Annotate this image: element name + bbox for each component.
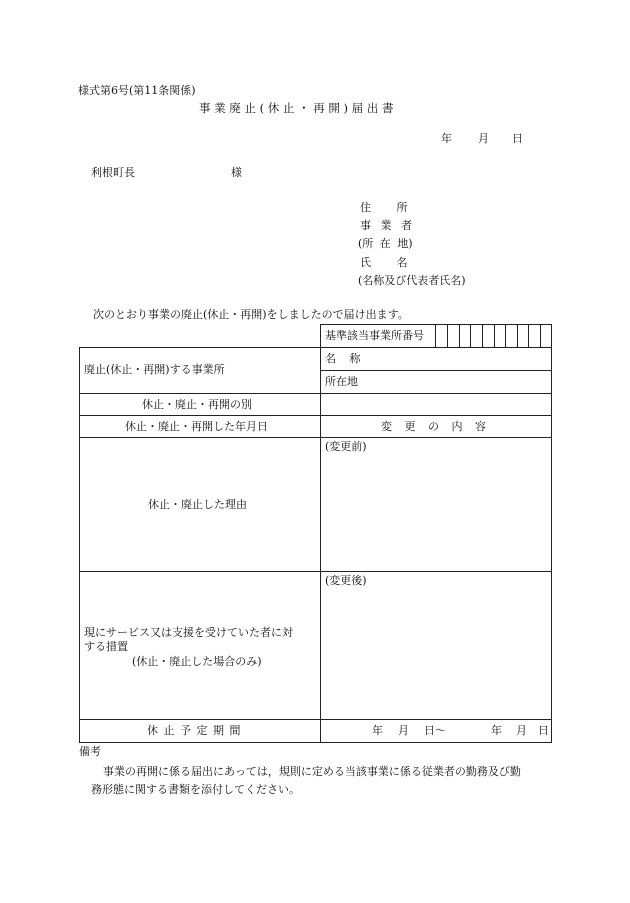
changes-label: 変 更 の 内 容 [381,420,486,433]
notes-heading: 備考 [79,745,101,758]
measures-label-line1: 現にサービス又は支援を受けていた者に対 [84,626,293,639]
measures-label-line2: する措置 [84,640,128,653]
operator-label: 事 業 者 [360,219,412,232]
intro-text: 次のとおり事業の廃止(休止・再開)をしましたので届け出ます。 [93,308,409,321]
addressee: 利根町長 [91,166,135,179]
location-label: (所 在 地) [358,237,413,250]
period-to-day: 日 [538,724,549,737]
name-label: 氏 名 [360,256,408,269]
table-line [79,742,551,743]
before-label: (変更前) [325,440,367,453]
table-line [459,324,460,347]
table-line [435,324,436,347]
table-line [79,415,551,416]
measures-label-line3: (休止・廃止した場合のみ) [132,655,262,668]
period-to-month: 月 [516,724,527,737]
table-line [320,370,551,371]
after-label: (変更後) [325,574,367,587]
date-day: 日 [512,132,523,145]
office-number-label: 基準該当事業所番号 [325,329,424,342]
type-label: 休止・廃止・再開の別 [142,398,252,411]
table-line [79,719,551,720]
office-name-label: 名 称 [325,352,361,365]
table-line [528,324,529,347]
page-title: 事 業 廃 止 ( 休 止 ・ 再 開 ) 届 出 書 [199,101,394,115]
office-label: 廃止(休止・再開)する事業所 [84,363,225,376]
table-line [320,324,321,743]
form-number: 様式第6号(第11条関係) [78,84,196,97]
notes-line1: 事業の再開に係る届出にあっては，規則に定める当該事業に係る従業者の勤務及び勤 [103,765,521,778]
table-line [79,393,551,394]
addressee-honorific: 様 [231,166,242,179]
period-from-year: 年 [372,724,383,737]
date-label: 休止・廃止・再開した年月日 [125,420,268,433]
table-line [79,571,551,572]
period-label: 休 止 予 定 期 間 [147,724,241,737]
date-month: 月 [478,132,489,145]
table-line [540,324,541,347]
office-location-label: 所在地 [325,375,358,388]
table-line [482,324,483,347]
period-from-day: 日〜 [424,724,446,737]
address-label: 住 所 [360,201,408,214]
table-line [79,347,80,743]
table-line [79,437,551,438]
notes-line2: 務形態に関する書類を添付してください。 [91,783,300,796]
table-line [494,324,495,347]
reason-label: 休止・廃止した理由 [148,498,247,511]
period-from-month: 月 [398,724,409,737]
table-line [517,324,518,347]
table-line [79,347,551,348]
representative-label: (名称及び代表者氏名) [358,274,466,287]
table-line [505,324,506,347]
table-line [447,324,448,347]
period-to-year: 年 [491,724,502,737]
date-year: 年 [441,132,452,145]
table-line [470,324,471,347]
table-line [551,324,552,743]
